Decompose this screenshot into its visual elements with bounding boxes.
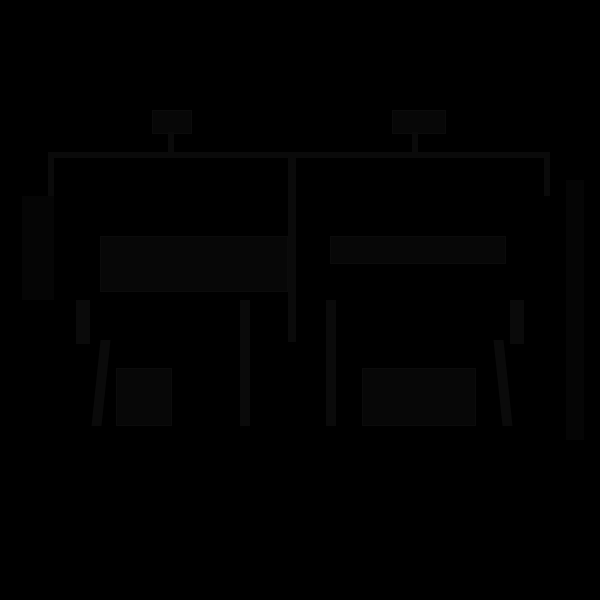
node-right-body[interactable] (330, 236, 506, 264)
connector-inner-right-rail (326, 300, 336, 426)
node-left-margin[interactable] (22, 196, 54, 300)
horizontal-bus (48, 152, 550, 158)
connector-right-rail (493, 340, 512, 426)
node-left-top[interactable] (152, 110, 192, 134)
node-right-margin[interactable] (566, 180, 584, 440)
connector-right-branch (544, 152, 550, 196)
node-right-top[interactable] (392, 110, 446, 134)
node-right-foot[interactable] (362, 368, 476, 426)
connector-center-divider (288, 152, 296, 342)
node-left-foot[interactable] (116, 368, 172, 426)
connector-left-rail (91, 340, 110, 426)
connector-right-drop (510, 300, 524, 344)
connector-left-drop (76, 300, 90, 344)
connector-inner-left-rail (240, 300, 250, 426)
node-left-body[interactable] (100, 236, 288, 292)
connector-left-branch (48, 152, 54, 196)
